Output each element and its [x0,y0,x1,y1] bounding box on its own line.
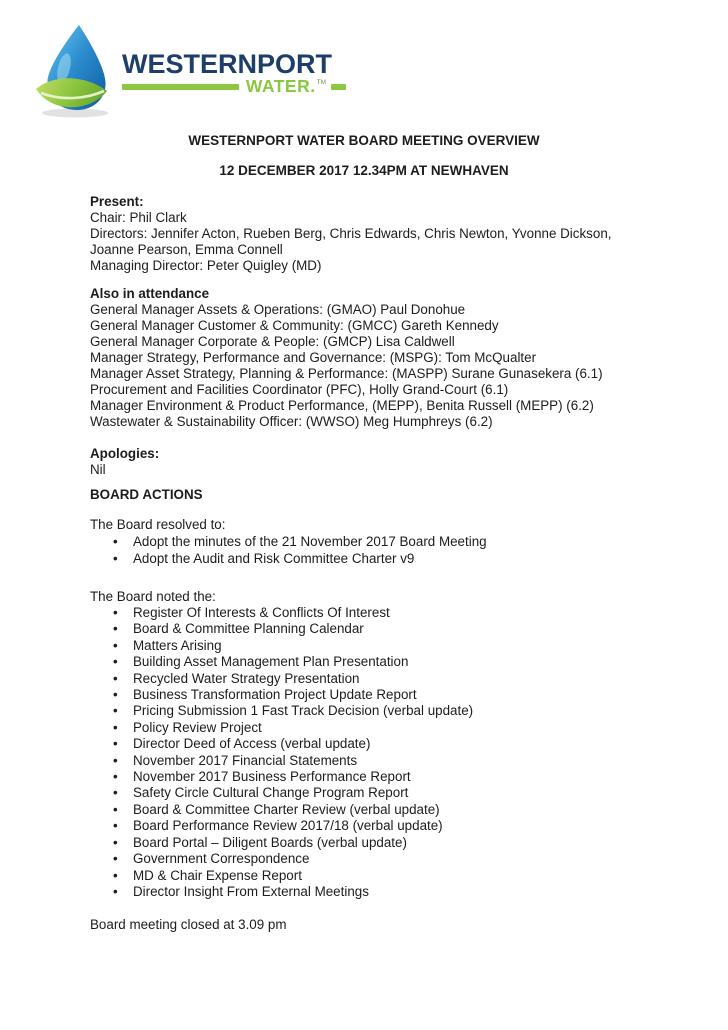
logo-bar-left [122,84,239,90]
noted-item [90,835,638,851]
closing-note: Board meeting closed at 3.09 pm [90,917,287,933]
brand-name-top: WESTERNPORT [122,49,333,79]
noted-item-text: Board & Committee Planning Calendar [133,621,364,637]
noted-item [90,638,638,654]
water-drop-leaf-icon [34,24,116,123]
bullet-icon: • [113,605,118,620]
page-subtitle: 12 DECEMBER 2017 12.34PM AT NEWHAVEN [219,163,509,178]
attendance-line: Manager Strategy, Performance and Governance: (MSPG): Tom McQualter [90,350,537,365]
attendance-section [90,286,638,430]
attendance-line: Manager Environment & Product Performance, (MEPP), Benita Russell (MEPP) (6.2) [90,398,594,413]
bullet-icon: • [113,719,118,735]
resolved-item [90,550,638,567]
noted-item-text: Policy Review Project [133,719,262,735]
noted-item [90,621,638,637]
attendance-line: Wastewater & Sustainability Officer: (WWSO) Meg Humphreys (6.2) [90,414,493,429]
attendance-lines [90,302,638,430]
noted-item-text: Matters Arising [133,637,222,653]
resolved-item [90,533,638,550]
page-title: WESTERNPORT WATER BOARD MEETING OVERVIEW [188,133,540,148]
bullet-icon: • [113,654,118,670]
bullet-icon: • [113,670,118,686]
noted-item [90,687,638,703]
apologies-section [90,446,638,478]
noted-item-text: Government Correspondence [133,851,310,867]
present-line: Directors: Jennifer Acton, Rueben Berg, Chris Edwards, Chris Newton, Yvonne Dickson, [90,226,612,241]
noted-item-text: MD & Chair Expense Report [133,867,302,883]
present-lines [90,210,638,274]
bullet-icon: • [113,534,118,549]
noted-item [90,785,638,801]
noted-item-text: Board & Committee Charter Review (verbal update) [133,801,440,817]
noted-item [90,720,638,736]
noted-item-text: Director Insight From External Meetings [133,883,369,899]
noted-intro: The Board noted the: [90,589,216,604]
noted-item-text: Business Transformation Project Update Report [133,687,417,703]
present-line: Joanne Pearson, Emma Connell [90,242,283,257]
noted-item [90,802,638,818]
present-line: Managing Director: Peter Quigley (MD) [90,258,322,273]
resolved-item-text: Adopt the Audit and Risk Committee Charter v9 [133,551,415,566]
board-actions-heading: BOARD ACTIONS [90,487,203,502]
bullet-icon: • [113,867,118,883]
noted-item [90,654,638,670]
noted-item-text: Register Of Interests & Conflicts Of Interest [133,605,390,620]
noted-item-text: Safety Circle Cultural Change Program Report [133,785,409,801]
noted-item-text: Building Asset Management Plan Presentation [133,654,409,670]
noted-item [90,851,638,867]
attendance-line: General Manager Customer & Community: (GMCC) Gareth Kennedy [90,318,499,333]
bullet-icon: • [113,818,118,834]
bullet-icon: • [113,703,118,719]
bullet-icon: • [113,551,118,566]
attendance-heading: Also in attendance [90,286,210,301]
bullet-icon: • [113,785,118,801]
apologies-value: Nil [90,462,106,477]
noted-item [90,769,638,785]
attendance-line: Procurement and Facilities Coordinator (PFC), Holly Grand-Court (6.1) [90,382,509,397]
noted-item-text: Pricing Submission 1 Fast Track Decision (verbal update) [133,703,474,719]
noted-item [90,605,638,621]
noted-item [90,671,638,687]
noted-item-text: November 2017 Business Performance Report [133,769,411,785]
noted-item [90,868,638,884]
attendance-line: General Manager Corporate & People: (GMCP) Lisa Caldwell [90,334,455,349]
bullet-icon: • [113,752,118,768]
resolved-item-text: Adopt the minutes of the 21 November 2017 Board Meeting [133,534,487,549]
noted-item-text: November 2017 Financial Statements [133,752,358,768]
noted-item-text: Board Performance Review 2017/18 (verbal update) [133,818,443,834]
present-section [90,194,638,274]
bullet-icon: • [113,736,118,752]
present-line: Chair: Phil Clark [90,210,187,225]
logo [0,0,728,118]
noted-item [90,753,638,769]
noted-item [90,818,638,834]
bullet-icon: • [113,851,118,867]
attendance-line: General Manager Assets & Operations: (GMAO) Paul Donohue [90,302,466,317]
attendance-line: Manager Asset Strategy, Planning & Performance: (MASPP) Surane Gunasekera (6.1) [90,366,603,381]
trademark-mark: TM [316,79,326,86]
noted-item [90,736,638,752]
bullet-icon: • [113,621,118,637]
brand-name-bottom: WATER. [245,76,316,96]
bullet-icon: • [113,883,118,899]
noted-item-text: Director Deed of Access (verbal update) [133,736,371,752]
present-heading: Present: [90,194,144,209]
brand-wordmark [122,50,346,95]
logo-bar-right [331,84,346,90]
noted-list [90,605,638,900]
bullet-icon: • [113,834,118,850]
resolved-intro: The Board resolved to: [90,517,226,532]
apologies-heading: Apologies: [90,446,160,461]
bullet-icon: • [113,769,118,785]
noted-item-text: Board Portal – Diligent Boards (verbal update) [133,834,407,850]
bullet-icon: • [113,801,118,817]
noted-item [90,703,638,719]
bullet-icon: • [113,687,118,703]
noted-item [90,884,638,900]
resolved-list [90,533,638,567]
bullet-icon: • [113,637,118,653]
noted-item-text: Recycled Water Strategy Presentation [133,670,360,686]
